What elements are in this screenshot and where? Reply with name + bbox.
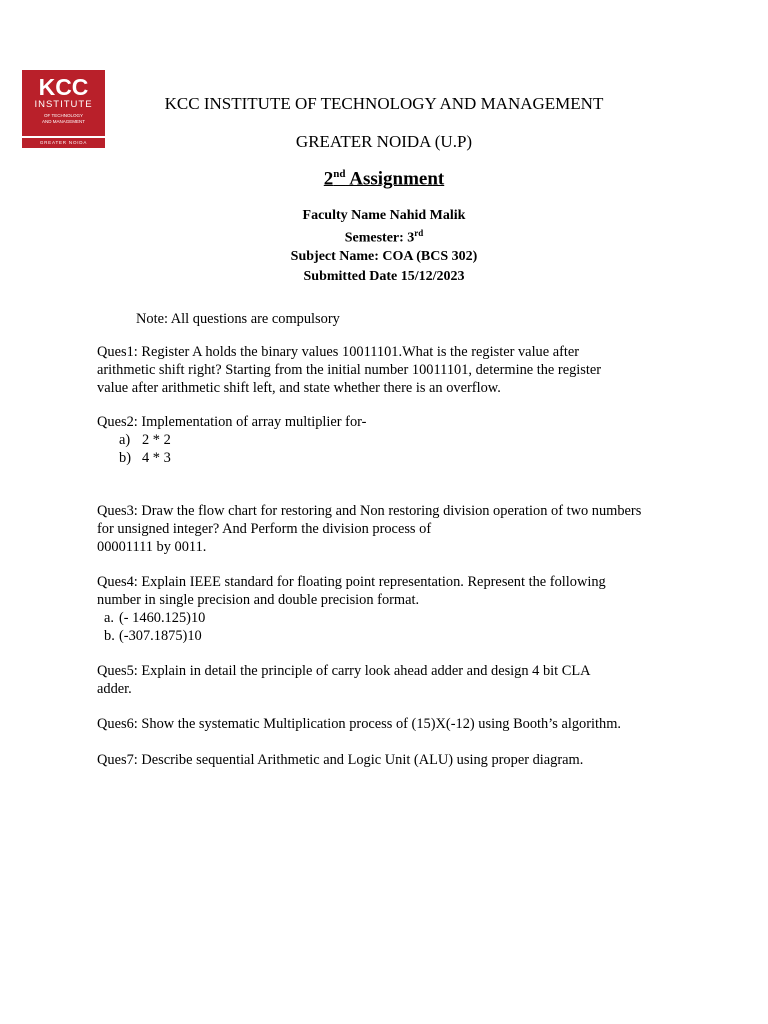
q4-item-a: (- 1460.125)10 xyxy=(119,610,206,626)
logo-kcc-text: KCC xyxy=(38,74,89,100)
institute-title-text: KCC INSTITUTE OF TECHNOLOGY AND MANAGEMENT xyxy=(164,94,604,113)
semester-ordinal: rd xyxy=(414,228,424,238)
note-text: Note: All questions are compulsory xyxy=(136,311,340,327)
faculty-name: Faculty Name Nahid Malik xyxy=(302,208,466,223)
logo-institute-text: INSTITUTE xyxy=(34,99,93,110)
location-title: GREATER NOIDA (U.P) xyxy=(295,132,473,151)
q1-line-3: value after arithmetic shift left, and state whether there is an overflow. xyxy=(97,380,501,396)
q2-title: Ques2: Implementation of array multiplier for- xyxy=(97,414,367,430)
q2-item-b: 4 * 3 xyxy=(142,450,171,466)
assignment-word: Assignment xyxy=(345,168,445,190)
institute-title xyxy=(0,94,768,114)
q6-text: Ques6: Show the systematic Multiplication process of (15)X(-12) using Booth’s algorithm. xyxy=(97,716,621,732)
q2-item-a-marker: a) xyxy=(119,432,131,448)
subject-name: Subject Name: COA (BCS 302) xyxy=(290,249,478,264)
q2-item-a: 2 * 2 xyxy=(142,432,171,448)
q4-line-1: Ques4: Explain IEEE standard for floating point representation. Represent the following xyxy=(97,574,606,590)
logo-subtitle-line1: OF TECHNOLOGY xyxy=(44,113,83,118)
q5-line-1: Ques5: Explain in detail the principle of carry look ahead adder and design 4 bit CLA xyxy=(97,663,591,679)
logo-footer-text: GREATER NOIDA xyxy=(39,140,88,145)
q2-item-b-marker: b) xyxy=(119,450,131,466)
assignment-title xyxy=(0,168,768,190)
q4-item-b-marker: b. xyxy=(104,628,115,644)
assignment-ordinal: nd xyxy=(333,168,346,180)
logo-subtitle-line2: AND MANAGEMENT xyxy=(41,119,85,124)
assignment-number: 2 xyxy=(323,168,334,190)
q5-line-2: adder. xyxy=(97,681,132,697)
q4-item-b: (-307.1875)10 xyxy=(119,628,202,644)
q4-line-2: number in single precision and double precision format. xyxy=(97,592,420,608)
q1-line-2: arithmetic shift right? Starting from the initial number 10011101, determine the register xyxy=(97,362,602,378)
q3-line-2: for unsigned integer? And Perform the division process of xyxy=(97,521,432,537)
semester-text: Semester: 3 xyxy=(344,230,415,246)
semester xyxy=(0,228,768,247)
q7-text: Ques7: Describe sequential Arithmetic and Logic Unit (ALU) using proper diagram. xyxy=(97,752,584,768)
q3-line-3: 00001111 by 0011. xyxy=(97,539,207,555)
q3-line-1: Ques3: Draw the flow chart for restoring and Non restoring division operation of two numbers xyxy=(97,503,642,519)
q1-line-1: Ques1: Register A holds the binary values 10011101.What is the register value after xyxy=(97,344,580,360)
submitted-date: Submitted Date 15/12/2023 xyxy=(303,269,465,284)
q4-item-a-marker: a. xyxy=(104,610,114,626)
